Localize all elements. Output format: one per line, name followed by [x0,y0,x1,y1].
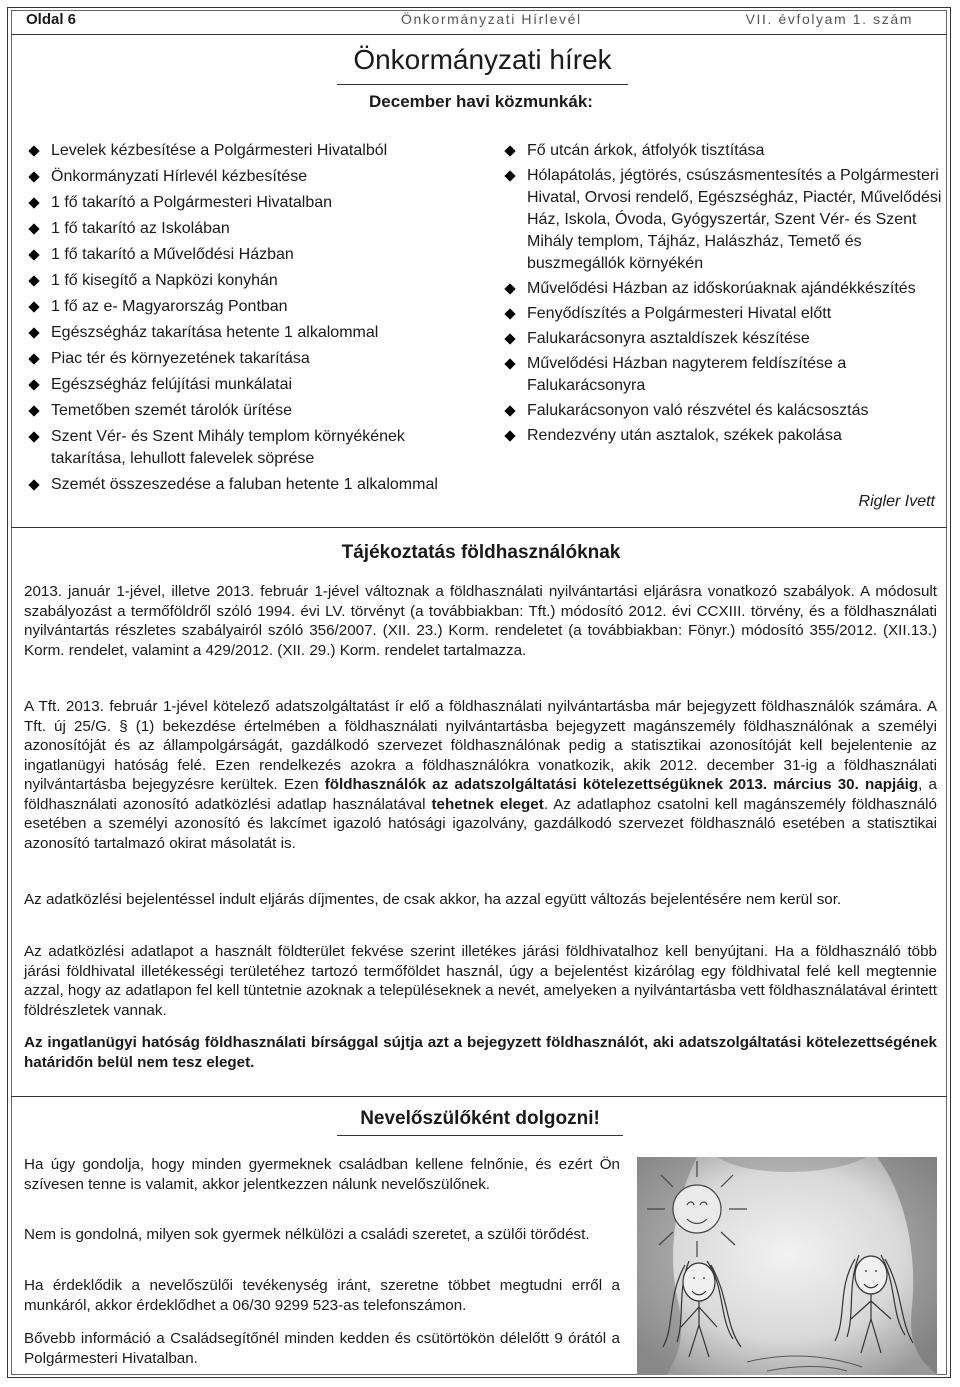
title-underline [337,1135,623,1136]
list-item: Falukarácsonyra asztaldíszek készítése [503,328,943,350]
land-paragraph: 2013. január 1-jével, illetve 2013. február 1-jével változnak a földhasználati nyilvántartási eljárásra vonatkozó szabályok. A módosult szabályozást a termőföldről szóló 1994. évi LV. törvényt (a továbbiakban: Tft.) módosító 2012. évi CCXIII. törvény, és a földhasználati nyilvántartás részletes szabályairól szóló 356/2007. (XII. 23.) Korm. rendeletet (a továbbiakban: Fönyr.) módosító 355/2012. (XII.13.) Korm. rendelet, valamint a 429/2012. (XII. 29.) Korm. rendelet tartalmazza. [24,583,937,659]
bullet-icon [504,405,515,416]
page-header [11,10,947,36]
edition-label: VII. évfolyam 1. szám [745,11,913,27]
list-item: Művelődési Házban nagyterem feldíszítése a Falukarácsonyra [503,353,943,397]
bullet-icon [28,301,39,312]
page-number: Oldal 6 [26,11,77,28]
list-item: Egészségház felújítási munkálatai [27,374,459,396]
bullet-icon [28,171,39,182]
foster-paragraph: Ha érdeklődik a nevelőszülői tevékenység iránt, szeretne többet megtudni erről a munkáról, akkor érdeklődhet a 06/30 9299 523-as telefonszámon. [24,1277,620,1314]
left-work-list [27,140,459,500]
newsletter-name: Önkormányzati Hírlevél [401,11,582,27]
foster-paragraph: Nem is gondolná, milyen sok gyermek nélkülözi a családi szeretet, a szülői törődést. [24,1226,590,1243]
obligation-emphasis: tehetnek eleget [431,795,544,813]
bullet-icon [504,308,515,319]
section-divider [11,1096,947,1097]
subtitle: December havi közmunkák: [369,92,593,111]
bullet-icon [28,249,39,260]
list-item: Egészségház takarítása hetente 1 alkalommal [27,322,459,344]
bullet-icon [28,379,39,390]
bullet-icon [28,405,39,416]
list-item: Rendezvény után asztalok, székek pakolása [503,425,943,447]
bullet-icon [504,170,515,181]
sun-icon [647,1161,747,1257]
bullet-icon [504,283,515,294]
land-paragraph: Az adatközlési adatlapot a használt földterület fekvése szerint illetékes járási földhivatalhoz kell benyújtani. Ha a földhasználó több járási földhivatal illetékességi területéhez tartozó termőföldet használ, úgy a bejelentést kizárólag egy földhivatal felé kell megtennie azzal, hogy az adatlapon fel kell tüntetnie azoknak a településeknek a nevét, amelyeken a nyilvántartásba vett földhasználatával érintett földrészletek vannak. [24,943,937,1019]
list-item: 1 fő az e- Magyarország Pontban [27,296,459,318]
list-item: 1 fő takarító a Művelődési Házban [27,244,459,266]
list-item: Piac tér és környezetének takarítása [27,348,459,370]
bullet-icon [504,358,515,369]
section-title: Önkormányzati hírek [353,44,612,75]
header-divider [11,34,947,35]
list-item: Önkormányzati Hírlevél kézbesítése [27,166,459,188]
foster-section-title: Nevelőszülőként dolgozni! [360,1108,600,1129]
list-item: Falukarácsonyon való részvétel és kalácsosztás [503,400,943,422]
list-item: 1 fő kisegítő a Napközi konyhán [27,270,459,292]
bullet-icon [28,145,39,156]
section-divider [11,527,947,528]
bullet-icon [504,333,515,344]
bullet-icon [28,479,39,490]
list-item: 1 fő takarító az Iskolában [27,218,459,240]
author-signature: Rigler Ivett [858,493,935,510]
bullet-icon [28,353,39,364]
land-paragraph: Az adatközlési bejelentéssel indult eljárás díjmentes, de csak akkor, ha azzal együtt változás bejelentésére nem kerül sor. [24,891,842,908]
list-item: 1 fő takarító a Polgármesteri Hivatalban [27,192,459,214]
bullet-icon [28,431,39,442]
list-item: Fenyődíszítés a Polgármesteri Hivatal előtt [503,303,943,325]
bullet-icon [504,430,515,441]
bullet-icon [28,327,39,338]
land-section-title: Tájékoztatás földhasználóknak [341,542,621,563]
list-item: Szent Vér- és Szent Mihály templom környékének takarítása, lehullott falevelek söprése [27,426,459,470]
list-item: Művelődési Házban az időskorúaknak ajándékkészítés [503,278,943,300]
foster-paragraph: Ha úgy gondolja, hogy minden gyermeknek családban kellene felnőnie, és ezért Ön szívesen tenne is valamit, akkor jelentkezzen nálunk nevelőszülőnek. [24,1156,620,1193]
list-item: Szemét összeszedése a faluban hetente 1 alkalommal [27,474,459,496]
child-drawing-image [637,1157,937,1375]
bullet-icon [28,275,39,286]
list-item: Temetőben szemét tárolók ürítése [27,400,459,422]
bullet-icon [28,223,39,234]
list-item: Levelek kézbesítése a Polgármesteri Hivatalból [27,140,459,162]
title-underline [337,84,628,85]
list-item: Fő utcán árkok, átfolyók tisztítása [503,140,943,162]
bullet-icon [28,197,39,208]
foster-paragraph: Bővebb információ a Családsegítőnél minden kedden és csütörtökön délelőtt 9 órától a Polgármesteri Hivatalban. [24,1330,620,1367]
land-warning: Az ingatlanügyi hatóság földhasználati bírsággal sújtja azt a bejegyzett földhasználót, aki adatszolgáltatási kötelezettségének határidőn belül nem tesz eleget. [24,1034,937,1071]
right-work-list [503,140,943,450]
list-item: Hólapátolás, jégtörés, csúszásmentesítés a Polgármesteri Hivatal, Orvosi rendelő, Egészségház, Piactér, Művelődési Ház, Iskola, Óvoda, Gyógyszertár, Szent Vér- és Szent Mihály templom, Tájház, Halászház, Temető és buszmegállók környékén [503,165,943,275]
land-paragraph: A Tft. 2013. február 1-jével kötelező adatszolgáltatást ír elő a földhasználati nyilvántartásba már bejegyzett földhasználók számára. A Tft. új 25/G. § (1) bekezdése értelmében a földhasználati nyilvántartásba bejegyzett magánszemély földhasználónak a személyi azonosítóját és az állampolgárságát, gazdálkodó szervezet földhasználónak pedig a statisztikai azonosítóját kell bejelentenie az ingatlanügyi hatóság felé. Ezen rendelkezés azokra a földhasználókra vonatkozik, akik 2012. december 31-ig a földhasználati nyilvántartásba bejegyzésre kerültek. Ezen földhasználók az adatszolgáltatási kötelezettségüknek 2013. március 30. napjáig, a földhasználati azonosító adatközlési adatlap használatával tehetnek eleget. Az adatlaphoz csatolni kell magánszemély földhasználó esetében a személyi azonosító és lakcímet igazoló hatósági igazolvány, gazdálkodó szervezet földhasználó esetében a statisztikai azonosító tartalmazó okirat másolatát is. [24,698,937,852]
deadline-emphasis: földhasználók az adatszolgáltatási kötelezettségüknek 2013. március 30. napjáig [324,776,919,793]
bullet-icon [504,145,515,156]
